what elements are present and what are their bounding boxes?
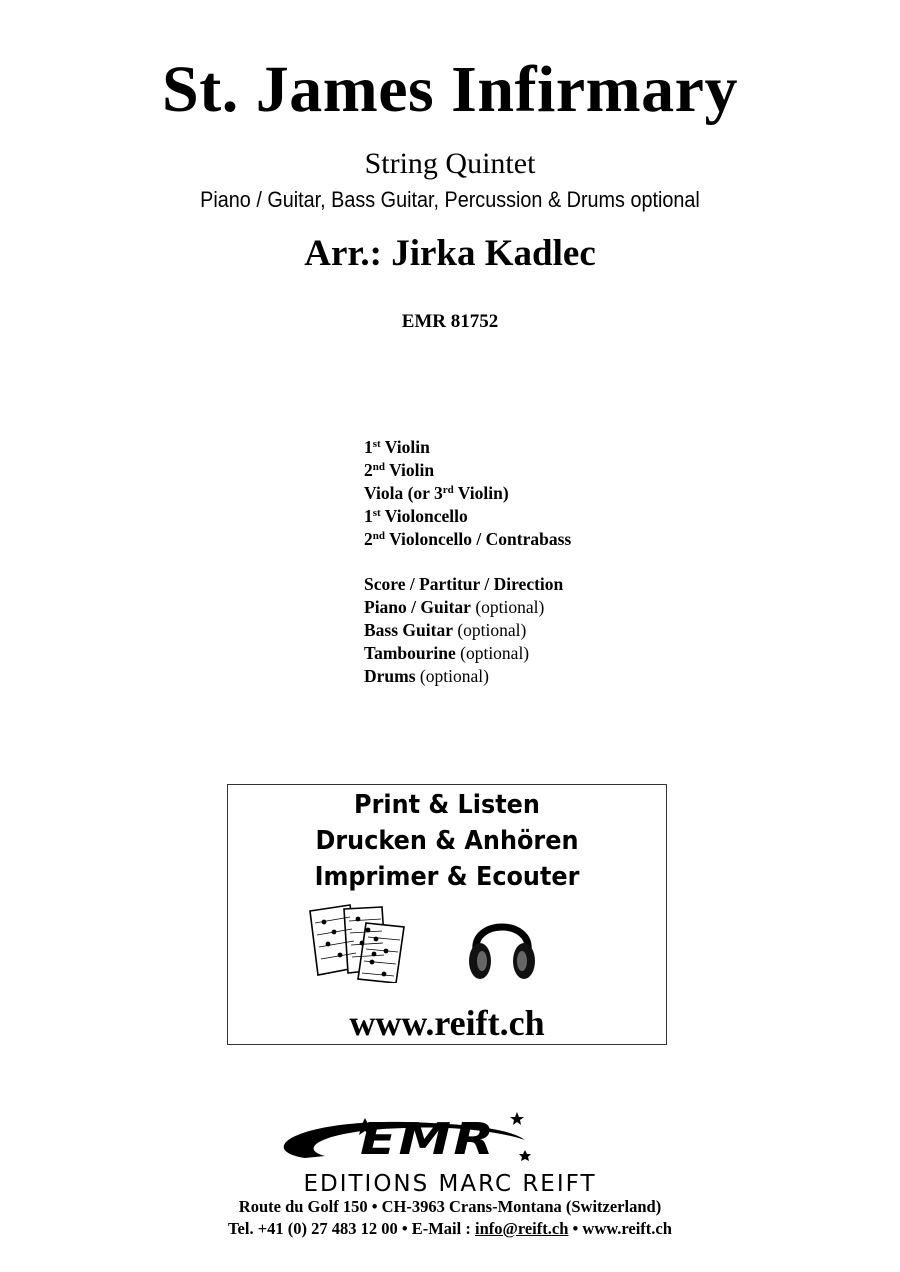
part-line: Bass Guitar (optional) <box>364 620 527 640</box>
promo-line-de: Drucken & Anhören <box>315 826 579 856</box>
promo-website[interactable]: www.reift.ch <box>349 1003 545 1043</box>
publisher-contact: Tel. +41 (0) 27 483 12 00 • E-Mail : info@reift.ch • www.reift.ch <box>228 1219 672 1238</box>
sheet-music-icon <box>300 903 412 983</box>
title: St. James Infirmary <box>162 53 738 126</box>
emr-logo-text: EMR <box>360 1114 497 1165</box>
part-line: 1st Violin <box>364 437 430 457</box>
part-line: Piano / Guitar (optional) <box>364 597 545 617</box>
part-line: Score / Partitur / Direction <box>364 574 564 594</box>
part-line: Viola (or 3rd Violin) <box>364 483 509 503</box>
instrumentation: Piano / Guitar, Bass Guitar, Percussion & Drums optional <box>200 187 700 212</box>
string-parts-list <box>364 436 571 551</box>
email-link[interactable]: info@reift.ch <box>474 1219 569 1238</box>
part-line: 2nd Violoncello / Contrabass <box>364 529 572 549</box>
promo-line-en: Print & Listen <box>354 790 540 820</box>
part-line: 2nd Violin <box>364 460 435 480</box>
print-listen-box <box>227 784 667 1045</box>
headphones-icon <box>466 907 538 983</box>
part-line: Drums (optional) <box>364 666 489 686</box>
publisher-name: EDITIONS MARC REIFT <box>303 1171 597 1197</box>
other-parts-list <box>364 573 563 688</box>
part-line: 1st Violoncello <box>364 506 468 526</box>
part-line: Tambourine (optional) <box>364 643 530 663</box>
promo-line-fr: Imprimer & Ecouter <box>314 862 580 892</box>
arranger: Arr.: Jirka Kadlec <box>304 233 596 274</box>
publisher-address: Route du Golf 150 • CH-3963 Crans-Montana (Switzerland) <box>238 1197 662 1216</box>
subtitle: String Quintet <box>364 147 536 180</box>
catalog-number: EMR 81752 <box>401 311 499 332</box>
